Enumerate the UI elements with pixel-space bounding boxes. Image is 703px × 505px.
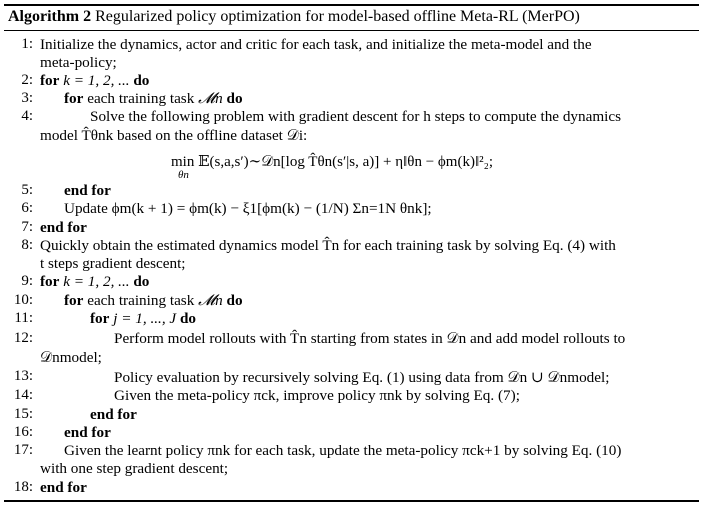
top-rule — [4, 4, 699, 6]
keyword: do — [133, 273, 150, 290]
line-text — [90, 310, 196, 328]
math: k = 1, 2, ... — [63, 72, 130, 89]
algorithm-title: Regularized policy optimization for model-based offline Meta-RL (MerPO) — [95, 8, 580, 25]
keyword: end for — [40, 219, 87, 236]
line-number: 14: — [13, 387, 33, 403]
line-text — [40, 273, 149, 291]
line-text: 𝒟nmodel; — [40, 349, 102, 366]
text: each training task — [87, 90, 195, 107]
math: 𝓜n — [198, 90, 223, 107]
line-number: 7: — [21, 219, 33, 235]
line-text — [64, 292, 243, 310]
keyword: for — [40, 273, 60, 290]
line-text — [40, 72, 149, 90]
line-number: 9: — [21, 273, 33, 289]
keyword: for — [40, 72, 60, 89]
math: k = 1, 2, ... — [63, 273, 130, 290]
line-number: 6: — [21, 200, 33, 216]
line-number: 5: — [21, 182, 33, 198]
keyword: do — [133, 72, 150, 89]
line-text: Solve the following problem with gradient descent for h steps to compute the dynamics — [90, 108, 622, 125]
line-number: 2: — [21, 72, 33, 88]
objective-equation: min 𝔼(s,a,s′)∼𝒟n[log T̂θn(s′|s, a)] + η‖θn − ϕm(k)‖²₂; — [171, 154, 494, 170]
line-text: Initialize the dynamics, actor and critic for each task, and initialize the meta-model and the — [40, 36, 592, 53]
math: j = 1, ..., J — [113, 310, 177, 327]
keyword: end for — [90, 406, 137, 423]
line-text: Given the learnt policy πnk for each task, update the meta-policy πck+1 by solving Eq. (10) — [64, 442, 622, 459]
keyword: for — [64, 292, 84, 309]
algorithm-label: Algorithm 2 — [8, 8, 92, 25]
keyword: do — [226, 90, 243, 107]
line-number: 3: — [21, 90, 33, 106]
line-text: Given the meta-policy πck, improve policy πnk by solving Eq. (7); — [114, 387, 520, 404]
line-number: 16: — [13, 424, 33, 440]
keyword: end for — [64, 424, 111, 441]
line-number: 4: — [21, 108, 33, 124]
keyword: end for — [64, 182, 111, 199]
math: 𝓜n — [198, 292, 223, 309]
line-text: Perform model rollouts with T̂n starting from states in 𝒟n and add model rollouts to — [114, 330, 626, 347]
line-text: t steps gradient descent; — [40, 255, 186, 272]
keyword: do — [179, 310, 197, 327]
algorithm-caption — [8, 8, 580, 26]
text: each training task — [87, 292, 195, 309]
caption-rule — [4, 30, 699, 31]
line-text: model T̂θnk based on the offline dataset 𝒟i: — [40, 127, 308, 144]
line-number: 18: — [13, 479, 33, 495]
line-text: Quickly obtain the estimated dynamics model T̂n for each training task by solving Eq. (4) with — [40, 237, 616, 254]
bottom-rule — [4, 500, 699, 502]
line-text: Update ϕm(k + 1) = ϕm(k) − ξ1[ϕm(k) − (1/N) Σn=1N θnk]; — [64, 200, 432, 217]
line-text — [64, 90, 243, 108]
line-number: 15: — [13, 406, 33, 422]
line-number: 13: — [13, 368, 33, 384]
keyword: do — [226, 292, 243, 309]
line-number: 11: — [14, 310, 33, 326]
keyword: for — [64, 90, 84, 107]
line-number: 8: — [21, 237, 33, 253]
line-number: 1: — [21, 36, 33, 52]
line-text: with one step gradient descent; — [40, 460, 229, 477]
line-number: 17: — [13, 442, 33, 458]
keyword: for — [90, 310, 110, 327]
line-text: Policy evaluation by recursively solving Eq. (1) using data from 𝒟n ∪ 𝒟nmodel; — [114, 369, 610, 386]
equation-subscript: θn — [178, 169, 189, 181]
line-text: meta-policy; — [40, 54, 117, 71]
line-number: 12: — [13, 330, 33, 346]
line-number: 10: — [13, 292, 33, 308]
keyword: end for — [40, 479, 87, 496]
